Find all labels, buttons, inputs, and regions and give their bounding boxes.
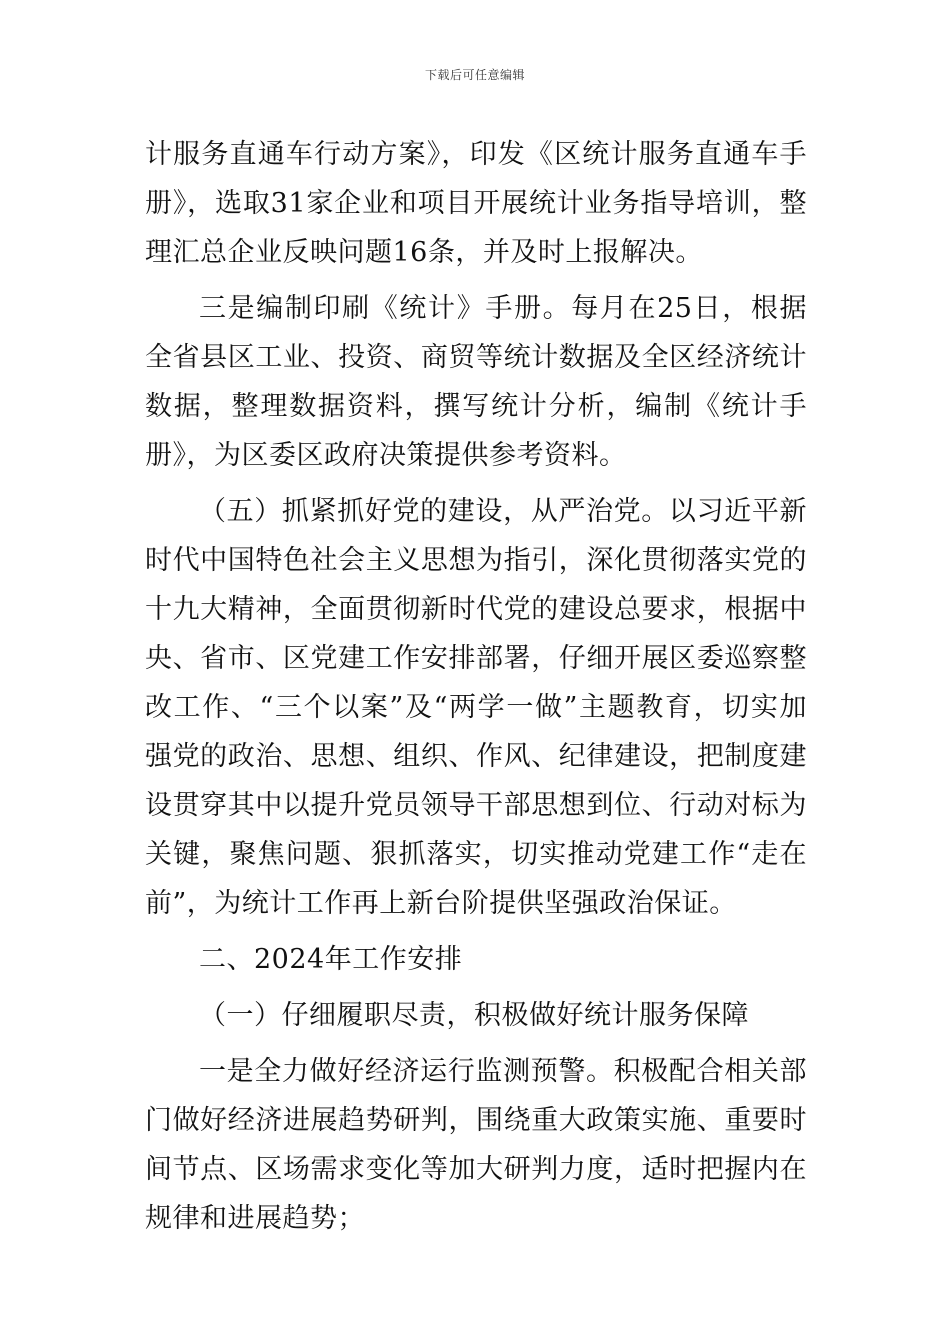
paragraph-continuation: 计服务直通车行动方案》，印发《区统计服务直通车手册》，选取31家企业和项目开展统计业务指导培训，整理汇总企业反映问题16条，并及时上报解决。 xyxy=(145,139,807,268)
document-body xyxy=(145,130,807,1250)
subsection-heading-service-guarantee: （一）仔细履职尽责，积极做好统计服务保障 xyxy=(199,1000,749,1031)
paragraph-statistics-handbook: 三是编制印刷《统计》手册。每月在25日，根据全省县区工业、投资、商贸等统计数据及全区经济统计数据，整理数据资料，撰写统计分析，编制《统计手册》，为区委区政府决策提供参考资料。 xyxy=(145,293,807,471)
paragraph-party-building: （五）抓紧抓好党的建设，从严治党。以习近平新时代中国特色社会主义思想为指引，深化贯彻落实党的十九大精神，全面贯彻新时代党的建设总要求，根据中央、省市、区党建工作安排部署，仔细开展区委巡察整改工作、“三个以案”及“两学一做”主题教育，切实加强党的政治、思想、组织、作风、纪律建设，把制度建设贯穿其中以提升党员领导干部思想到位、行动对标为关键，聚焦问题、狠抓落实，切实推动党建工作“走在前”，为统计工作再上新台阶提供坚强政治保证。 xyxy=(145,496,807,919)
page-header-note: 下载后可任意编辑 xyxy=(424,68,525,82)
section-heading-2024-plan: 二、2024年工作安排 xyxy=(199,944,463,975)
paragraph-economic-monitoring: 一是全力做好经济运行监测预警。积极配合相关部门做好经济进展趋势研判，围绕重大政策实施、重要时间节点、区场需求变化等加大研判力度，适时把握内在规律和进展趋势； xyxy=(145,1056,807,1234)
